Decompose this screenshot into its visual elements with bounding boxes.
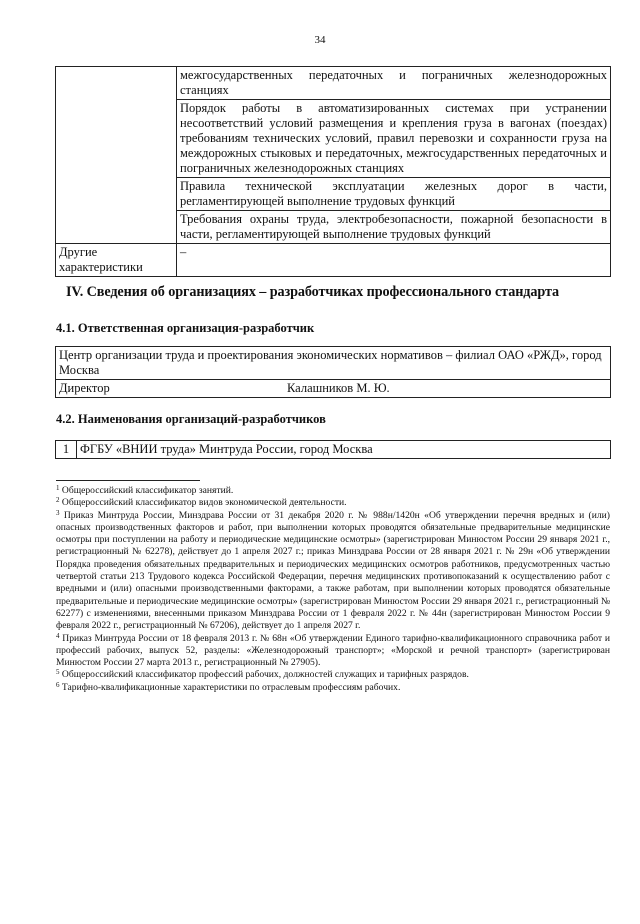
footnote-text: Общероссийский классификатор видов экономической деятельности. [61, 497, 347, 509]
footnote-number: 2 [56, 496, 60, 505]
other-characteristics-value: – [177, 244, 611, 277]
table-cell-requirement: Требования охраны труда, электробезопасности, пожарной безопасности в части, регламентирующей выполнение трудовых функций [177, 211, 611, 244]
table-row [56, 380, 611, 398]
footnote-text: Приказ Минтруда России, Минздрава России от 31 декабря 2020 г. № 988н/1420н «Об утверждении перечня вредных и (или) опасных производственных факторов и работ, при выполнении которых проводятся обязательные предварительные медицинские осмотры при поступлении на работу и периодические медицинские осмотры» (зарегистрирован Минюстом России 29 января 2021 г., регистрационный № 62278), действует до 1 апреля 2027 г.; приказ Минздрава России от 28 января 2021 г. № 29н «Об утверждении Порядка проведения обязательных предварительных и периодических медицинских осмотров работников, предусмотренных частью четвертой статьи 213 Трудового кодекса Российской Федерации, перечня медицинских противопоказаний к осуществлению работ с вредными и (или) опасными производственными факторами, а также работам, при выполнении которых проводятся обязательные предварительные и периодические медицинские осмотры» (зарегистрирован Минюстом России 29 января 2021 г., регистрационный № 62277) с изменениями, внесенными приказом Минздрава России от 1 февраля 2022 г. № 44н (зарегистрирован Минюстом России 9 февраля 2022 г., регистрационный № 67206), действует до 1 апреля 2027 г. [56, 509, 610, 632]
footnote-text: Общероссийский классификатор профессий рабочих, должностей служащих и тарифных разрядов. [61, 669, 469, 681]
table-cell-requirement: Правила технической эксплуатации железных дорог в части, регламентирующей выполнение трудовых функций [177, 178, 611, 211]
footnote-text: Приказ Минтруда России от 18 февраля 2013 г. № 68н «Об утверждении Единого тарифно-квалификационного справочника работ и профессий рабочих, выпуск 52, разделы: «Железнодорожный транспорт»; «Морской и речной транспорт» (зарегистрирован Минюстом России 27 марта 2013 г., регистрационный № 27905). [56, 632, 611, 669]
footnote [56, 510, 610, 633]
table-row [56, 441, 611, 459]
table-row [56, 244, 611, 277]
footnote-number: 4 [56, 631, 60, 640]
footnote [56, 633, 610, 670]
director-position: Директор [59, 381, 110, 395]
footnote [56, 485, 610, 497]
director-cell [56, 380, 611, 398]
table-row [56, 347, 611, 380]
footnote [56, 682, 610, 694]
footnote-number: 6 [56, 680, 60, 689]
table-cell-label [56, 67, 177, 244]
requirements-table [55, 66, 611, 277]
footnote-number: 1 [56, 484, 60, 492]
developer-name: ФГБУ «ВНИИ труда» Минтруда России, город Москва [77, 441, 611, 459]
developers-table [55, 440, 611, 459]
table-cell-requirement: межгосударственных передаточных и пограничных железнодорожных станциях [177, 67, 611, 100]
footnote-text: Общероссийский классификатор занятий. [61, 485, 234, 496]
footnote [56, 497, 610, 509]
director-name: Калашников М. Ю. [287, 381, 390, 395]
footnote-separator [56, 480, 200, 481]
developer-number: 1 [56, 441, 77, 459]
developers-heading: 4.2. Наименования организаций-разработчиков [56, 412, 326, 426]
footnote-number: 5 [56, 668, 60, 677]
other-characteristics-label: Другие характеристики [56, 244, 177, 277]
footnotes [56, 485, 610, 694]
footnote [56, 669, 610, 681]
footnote-number: 3 [56, 508, 60, 517]
responsible-org-table [55, 346, 611, 398]
responsible-org-heading: 4.1. Ответственная организация-разработчик [56, 321, 315, 335]
responsible-org-name: Центр организации труда и проектирования экономических нормативов – филиал ОАО «РЖД», город Москва [56, 347, 611, 380]
table-row [56, 67, 611, 100]
section-title: IV. Сведения об организациях – разработчиках профессионального стандарта [66, 284, 559, 300]
footnote-text: Тарифно-квалификационные характеристики по отраслевым профессиям рабочих. [61, 681, 401, 693]
page-number: 34 [314, 34, 326, 46]
table-cell-requirement: Порядок работы в автоматизированных системах при устранении несоответствий условий размещения и крепления груза в вагонах (поездах) требованиям технических условий, правил перевозки и сохранности груза на междорожных стыковых и передаточных, межгосударственных передаточных и пограничных железнодорожных станциях [177, 100, 611, 178]
